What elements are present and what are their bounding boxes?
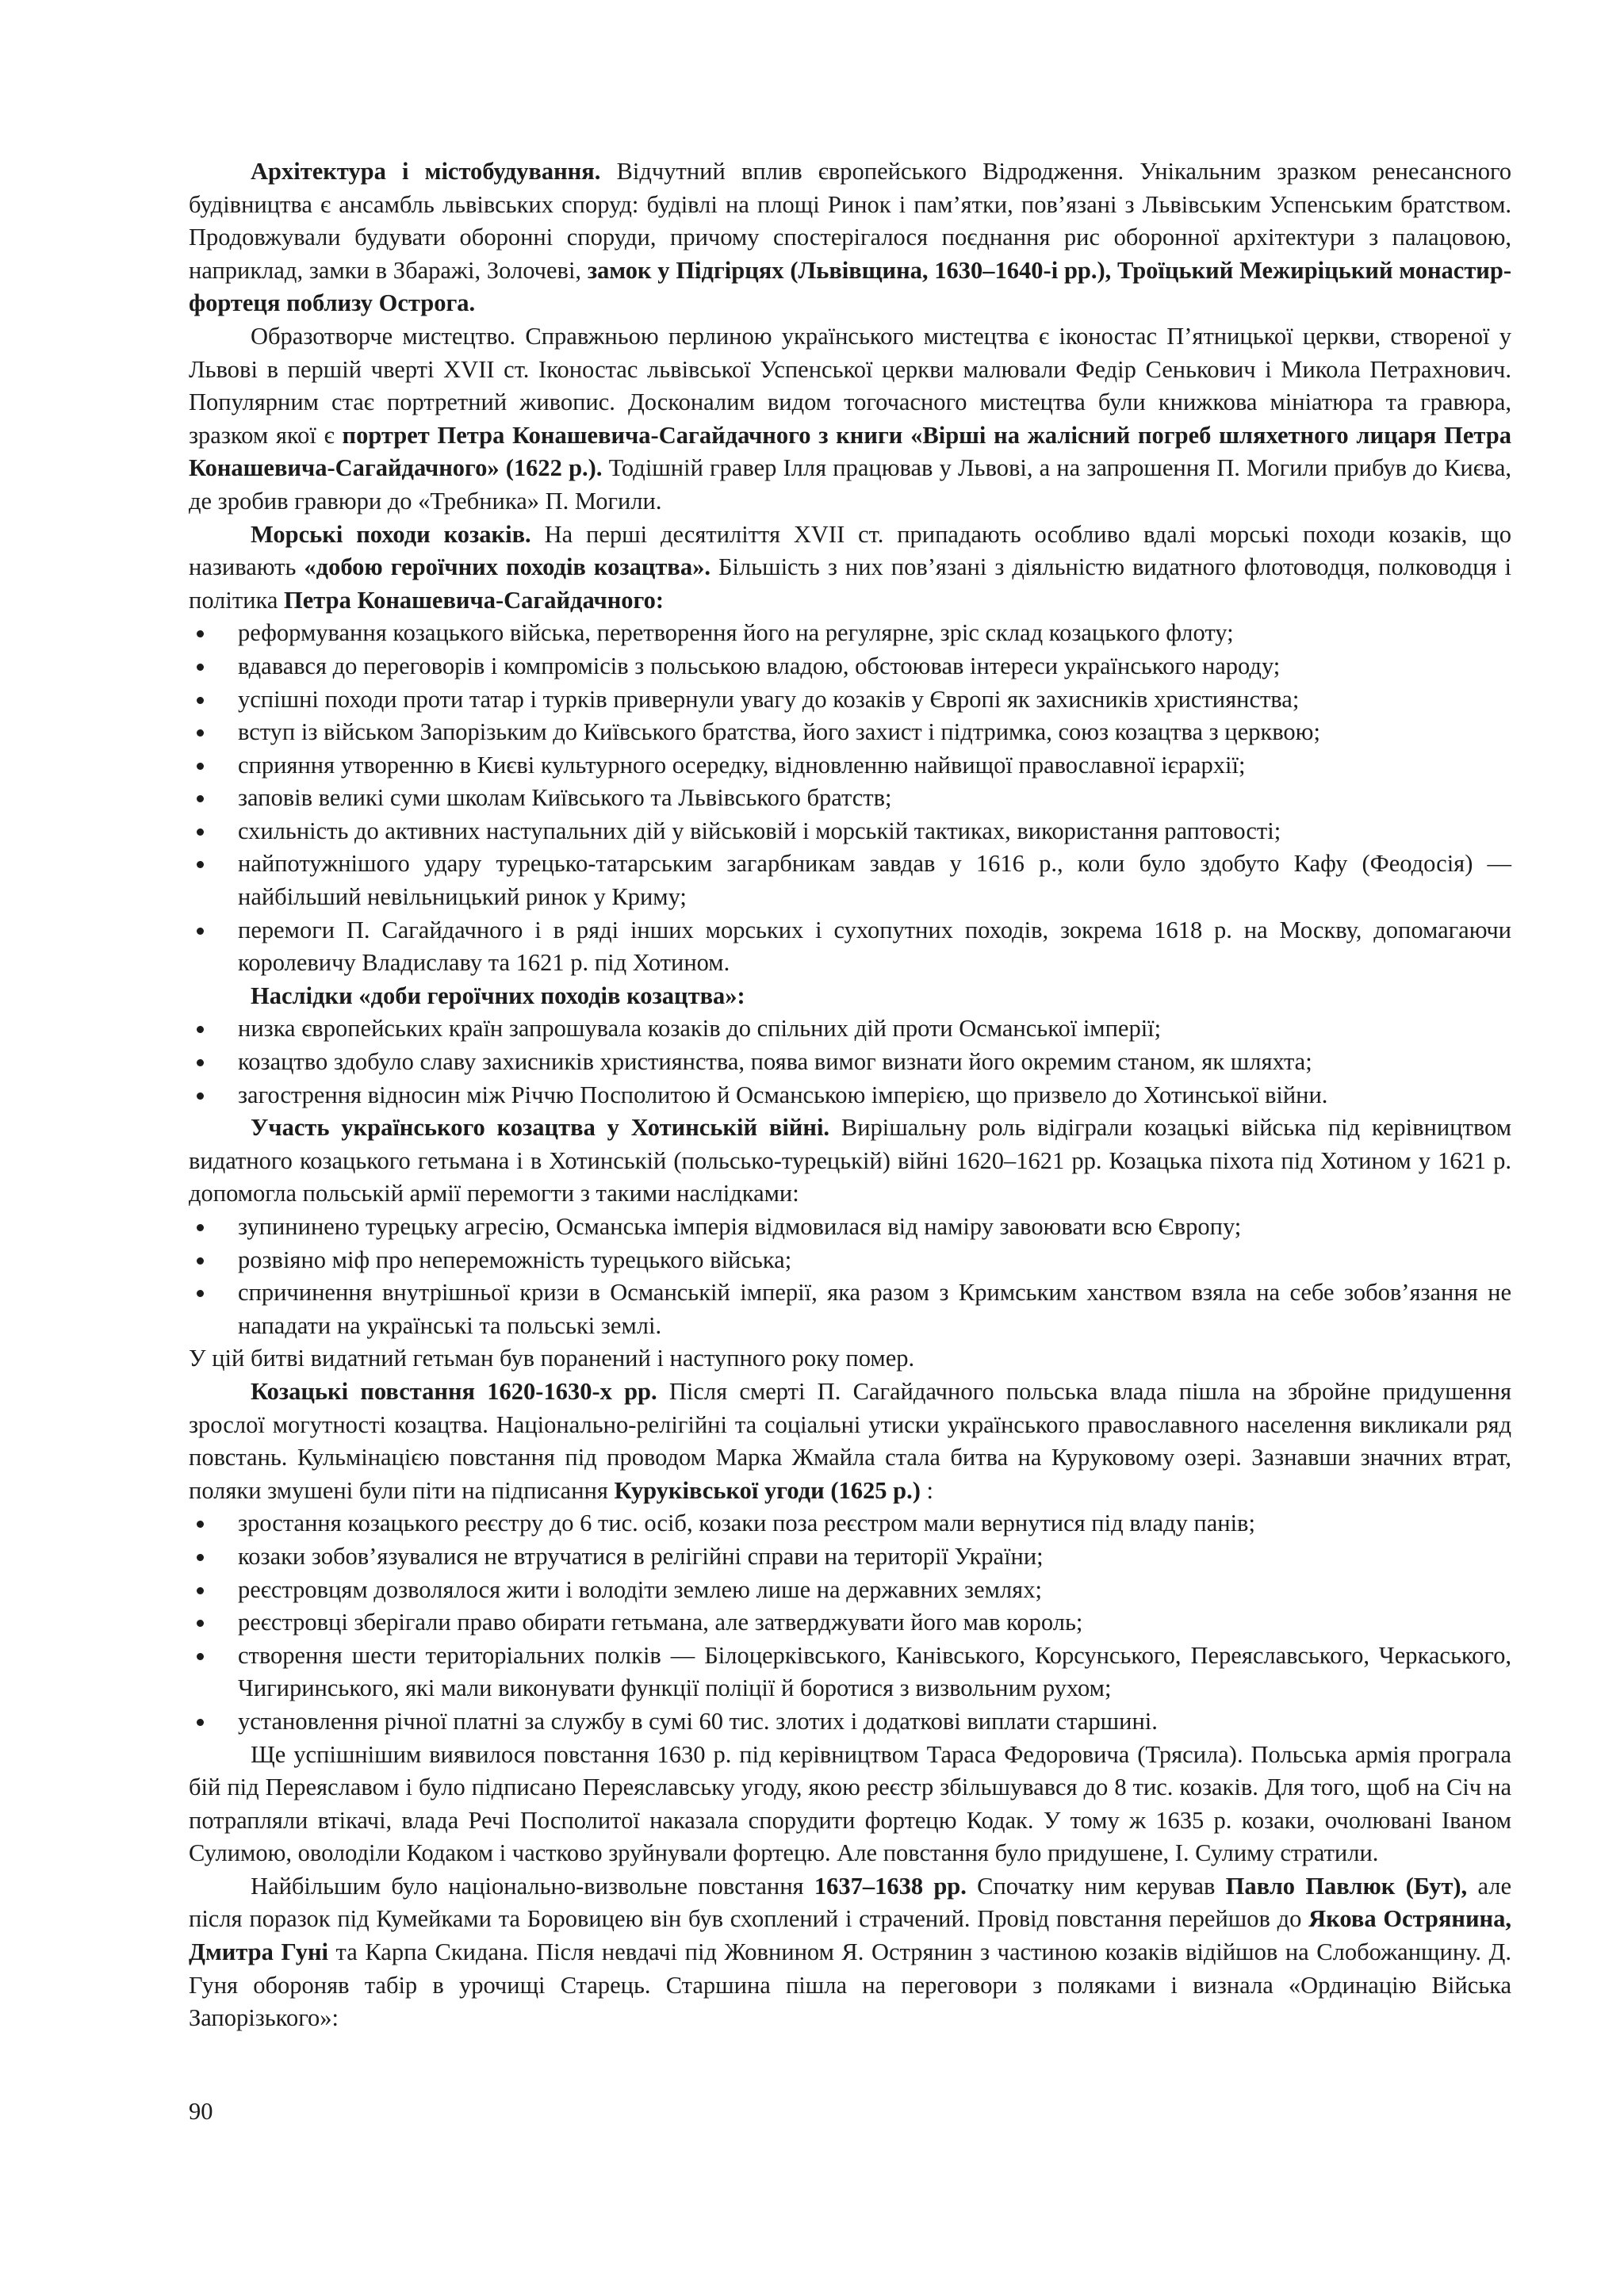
list-item: перемоги П. Сагайдачного і в ряді інших морських і сухопутних походів, зокрема 1618 р. на Москву, допомагаючи королевичу Владиславу та 1621 р. під Хотином. — [189, 914, 1511, 980]
paragraph-hetman-wounded: У цій битві видатний гетьман був поранений і наступного року помер. — [189, 1345, 915, 1372]
list-kurukiv-agreement — [189, 1507, 1511, 1738]
paragraph-architecture: Архітектура і містобудування. Відчутний вплив європейського Відродження. Унікальним зразком ренесансного будівництва є ансамбль львівських споруд: будівлі на площі Ринок і пам’ятки, пов’язані з Львівським Успенським братством. Продовжували будувати оборонні споруди, причому спостерігалося поєднання рис оборонної архітектури з палацовою, наприклад, замки в Збаражі, Золочеві, замок у Підгірцях (Львівщина, 1630–1640-і рр.), Троїцький Межиріцький монастир-фортеця поблизу Острога. — [189, 158, 1511, 317]
page-body — [189, 155, 1511, 2035]
list-item: реформування козацького війська, перетворення його на регулярне, зріс склад козацького флоту; — [189, 617, 1511, 650]
list-item: реєстровцям дозволялося жити і володіти землею лише на державних землях; — [189, 1574, 1511, 1607]
heading-consequences: Наслідки «доби героїчних походів козацтва»: — [251, 982, 745, 1009]
paragraph-fine-art: Образотворче мистецтво. Справжньою перлиною українського мистецтва є іконостас П’ятницької церкви, створеної у Львові в першій чверті XVII ст. Іконостас львівської Успенської церкви малювали Федір Сенькович і Микола Петрахнович. Популярним стає портретний живопис. Досконалим видом тогочасного мистецтва були книжкова мініатюра та гравюра, зразком якої є портрет Петра Конашевича-Сагайдачного з книги «Вірші на жалісний погреб шляхетного лицаря Петра Конашевича-Сагайдачного» (1622 р.). Тодішній гравер Ілля працював у Львові, а на запрошення П. Могили прибув до Києва, де зробив гравюри до «Требника» П. Могили. — [189, 322, 1511, 515]
list-sahaidachny — [189, 617, 1511, 980]
list-item: низка європейських країн запрошувала козаків до спільних дій проти Османської імперії; — [189, 1012, 1511, 1046]
list-item: загострення відносин між Річчю Посполитою й Османською імперією, що призвело до Хотинської війни. — [189, 1079, 1511, 1112]
list-item: зупининено турецьку агресію, Османська імперія відмовилася від наміру завоювати всю Європу; — [189, 1211, 1511, 1244]
list-item: вдавався до переговорів і компромісів з польською владою, обстоював інтереси українського народу; — [189, 650, 1511, 683]
list-item: спричинення внутрішньої кризи в Османській імперії, яка разом з Кримським ханством взяла на себе зобов’язання не нападати на українські та польські землі. — [189, 1276, 1511, 1342]
list-consequences — [189, 1012, 1511, 1112]
list-item: вступ із військом Запорізьким до Київського братства, його захист і підтримка, союз козацтва з церквою; — [189, 716, 1511, 749]
heading-sea-campaigns: Морські походи козаків. — [251, 520, 531, 548]
list-item: заповів великі суми школам Київського та Львівського братств; — [189, 782, 1511, 815]
paragraph-sea-campaigns: Морські походи козаків. На перші десятиліття XVII ст. припадають особливо вдалі морські походи козаків, що називають «добою героїчних походів козацтва». Більшість з них пов’язані з діяльністю видатного флотоводця, полководця і політика Петра Конашевича-Сагайдачного: — [189, 520, 1511, 614]
paragraph-consequences — [189, 980, 1511, 1013]
paragraph-uprisings: Козацькі повстання 1620-1630-х рр. Після смерті П. Сагайдачного польська влада пішла на збройне придушення зрослої могутності козацтва. Національно-релігійні та соціальні утиски українського православного населення викликали ряд повстань. Кульмінацією повстання під проводом Марка Жмайла стала битва на Куруковому озері. Зазнавши значних втрат, поляки змушені були піти на підписання Куруківської угоди (1625 р.) : — [189, 1377, 1511, 1504]
paragraph-1637-uprising: Найбільшим було національно-визвольне повстання 1637–1638 рр. Спочатку ним керував Павло Павлюк (Бут), але після поразок під Кумейками та Боровицею він був схоплений і страчений. Провід повстання перейшов до Якова Острянина, Дмитра Гуні та Карпа Скидана. Після невдачі під Жовнином Я. Острянин з частиною козаків відійшов на Слобожанщину. Д. Гуня обороняв табір в урочищі Старець. Старшина пішла на переговори з поляками і визнала «Ординацію Війська Запорізького»: — [189, 1872, 1512, 2032]
list-item: схильність до активних наступальних дій у військовій і морській тактиках, використання раптовості; — [189, 815, 1511, 848]
heading-uprisings: Козацькі повстання 1620-1630-х рр. — [251, 1377, 657, 1405]
list-item: розвіяно міф про непереможність турецького війська; — [189, 1244, 1511, 1277]
paragraph-1630-uprising: Ще успішнішим виявилося повстання 1630 р. під керівництвом Тараса Федоровича (Трясила). Польська армія програла бій під Переяславом і було підписано Переяславську угоду, якою реєстр збільшувався до 8 тис. козаків. Для того, щоб на Січ на потрапляли втікачі, влада Речі Посполитої наказала спорудити фортецю Кодак. У тому ж 1635 р. козаки, очолювані Іваном Сулимою, оволоділи Кодаком і частково зруйнували фортецю. Але повстання було придушене, І. Сулиму стратили. — [189, 1740, 1511, 1867]
heading-khotyn-war: Участь українського козацтва у Хотинській війні. — [251, 1114, 830, 1142]
list-item: козацтво здобуло славу захисників християнства, поява вимог визнати його окремим станом, як шляхта; — [189, 1046, 1511, 1079]
list-item: зростання козацького реєстру до 6 тис. осіб, козаки поза реєстром мали вернутися під владу панів; — [189, 1507, 1511, 1540]
list-item: реєстровці зберігали право обирати гетьмана, але затверджувати його мав король; — [189, 1606, 1511, 1640]
list-khotyn-results — [189, 1211, 1511, 1342]
list-item: сприяння утворенню в Києві культурного осередку, відновленню найвищої православної ієрархії; — [189, 749, 1511, 783]
page-number: 90 — [189, 2098, 213, 2125]
list-item: створення шести територіальних полків — Білоцерківського, Канівського, Корсунського, Переяславського, Черкаського, Чигиринського, які мали виконувати функції поліції й боротися з визвольним рухом; — [189, 1640, 1511, 1705]
list-item: козаки зобов’язувалися не втручатися в релігійні справи на території України; — [189, 1540, 1511, 1574]
list-item: установлення річної платні за службу в сумі 60 тис. злотих і додаткові виплати старшині. — [189, 1705, 1511, 1739]
heading-architecture: Архітектура і містобудування. — [251, 158, 601, 185]
list-item: найпотужнішого удару турецько-татарським загарбникам завдав у 1616 р., коли було здобуто Кафу (Феодосія) — найбільший невільницький ринок у Криму; — [189, 848, 1511, 913]
paragraph-khotyn-war: Участь українського козацтва у Хотинській війні. Вирішальну роль відіграли козацькі війська під керівництвом видатного козацького гетьмана і в Хотинській (польсько-турецькій) війні 1620–1621 рр. Козацька піхота під Хотином у 1621 р. допомогла польській армії перемогти з такими наслідками: — [189, 1114, 1511, 1207]
list-item: успішні походи проти татар і турків привернули увагу до козаків у Європі як захисників християнства; — [189, 683, 1511, 717]
